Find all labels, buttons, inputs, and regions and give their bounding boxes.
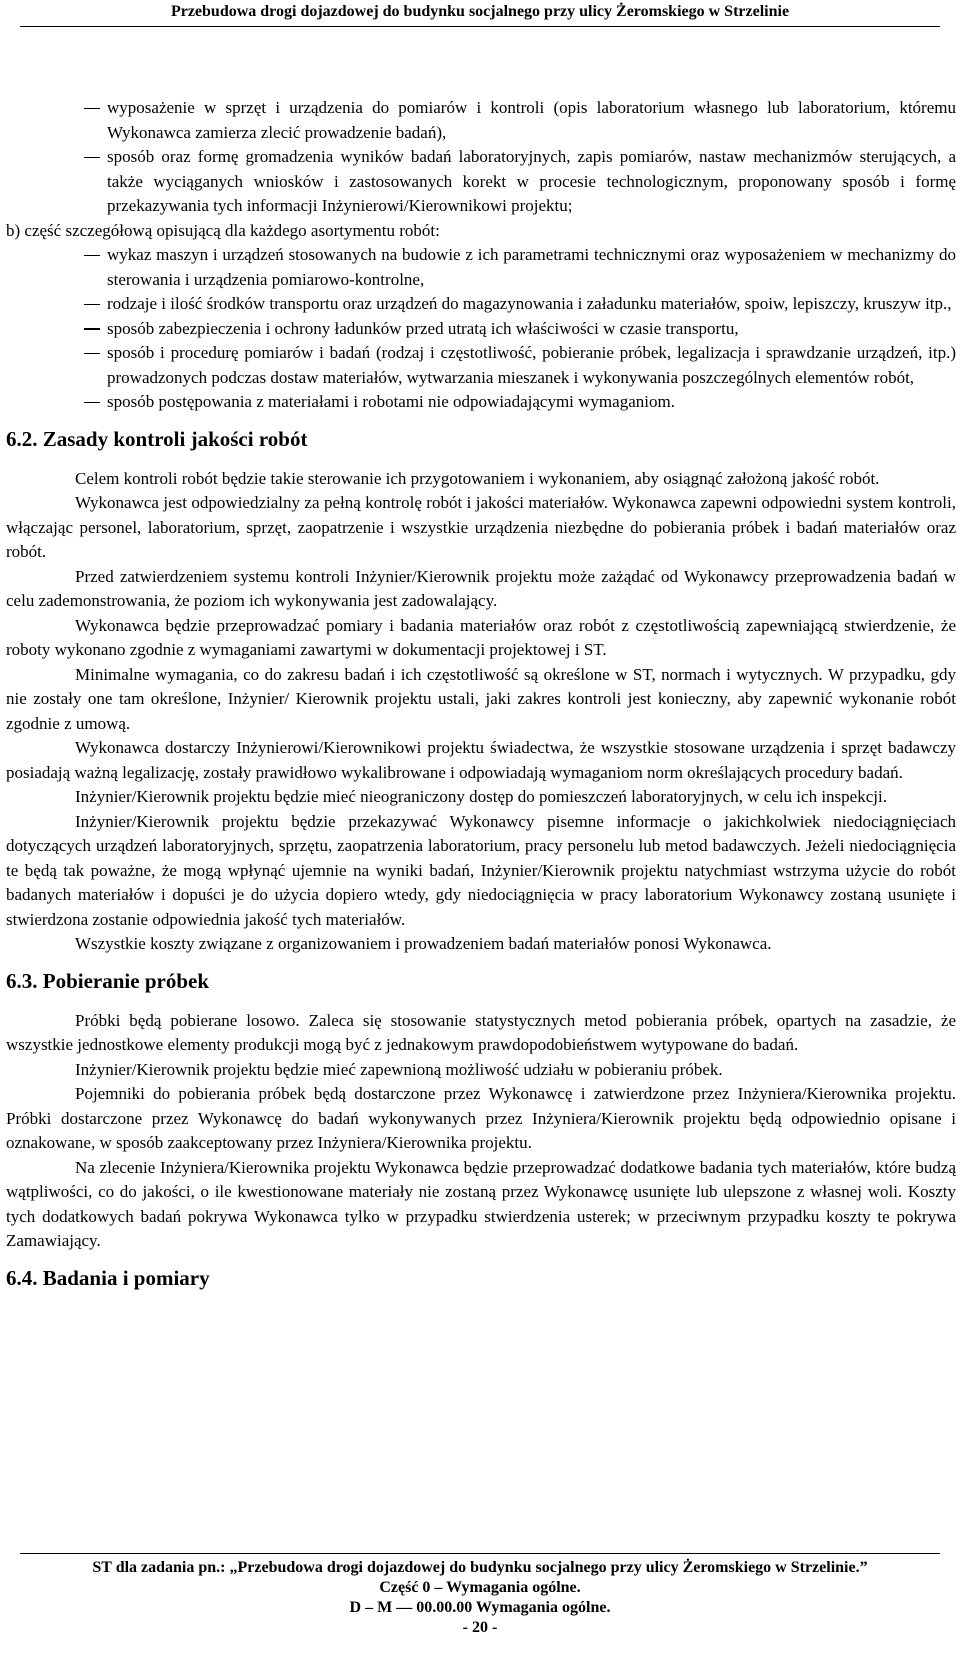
list-item: wykaz maszyn i urządzeń stosowanych na budowie z ich parametrami technicznymi oraz wyposażeniem w mechanizmy do sterowania i urządzenia pomiarowo-kontrolne, [6, 243, 956, 292]
list-item: sposób i procedurę pomiarów i badań (rodzaj i częstotliwość, pobieranie próbek, legalizacja i sprawdzanie urządzeń, itp.) prowadzonych podczas dostaw materiałów, wytwarzania mieszanek i wykonywania poszczególnych elementów robót, [6, 341, 956, 390]
paragraph: Na zlecenie Inżyniera/Kierownika projektu Wykonawca będzie przeprowadzać dodatkowe badania tych materiałów, które budzą wątpliwości, co do jakości, o ile kwestionowane materiały nie zostaną przez Wykonawcę usunięte lub ulepszone z własnej woli. Koszty tych dodatkowych badań pokrywa Wykonawca tylko w przypadku stwierdzenia usterek; w przeciwnym przypadku koszty te pokrywa Zamawiający. [6, 1157, 956, 1250]
list-item: sposób oraz formę gromadzenia wyników badań laboratoryjnych, zapis pomiarów, nastaw mechanizmów sterujących, a także wyciąganych wniosków i zastosowanych korekt w procesie technologicznym, proponowany sposób i formę przekazywania tych informacji Inżynierowi/Kierownikowi projektu; [6, 145, 956, 219]
page-content [6, 96, 960, 1306]
header-title: Przebudowa drogi dojazdowej do budynku socjalnego przy ulicy Żeromskiego w Strzelinie [170, 3, 790, 20]
list-item: sposób zabezpieczenia i ochrony ładunków przed utratą ich właściwości w czasie transportu, [6, 317, 956, 342]
page-number: - 20 - [462, 1619, 498, 1636]
paragraph: Wykonawca jest odpowiedzialny za pełną kontrolę robót i jakości materiałów. Wykonawca zapewni odpowiedni system kontroli, włączając personel, laboratorium, sprzęt, zaopatrzenie i wszystkie urządzenia niezbędne do pobierania próbek i badań materiałów oraz robót. [6, 493, 956, 561]
list-item: rodzaje i ilość środków transportu oraz urządzeń do magazynowania i załadunku materiałów, spoiw, lepiszczy, kruszyw itp., [6, 292, 956, 317]
footer-line: Część 0 – Wymagania ogólne. [379, 1579, 581, 1596]
paragraph: Inżynier/Kierownik projektu będzie mieć zapewnioną możliwość udziału w pobieraniu próbek. [75, 1059, 723, 1079]
page-header [20, 0, 940, 27]
paragraph: Wszystkie koszty związane z organizowaniem i prowadzeniem badań materiałów ponosi Wykonawca. [75, 934, 772, 953]
paragraph: Celem kontroli robót będzie takie sterowanie ich przygotowaniem i wykonaniem, aby osiągnąć założoną jakość robót. [75, 468, 880, 488]
paragraph: Inżynier/Kierownik projektu będzie przekazywać Wykonawcy pisemne informacje o jakichkolwiek niedociągnięciach dotyczących urządzeń laboratoryjnych, sprzętu, zaopatrzenia laboratorium, pracy personelu lub metod badawczych. Jeżeli niedociągnięcia te będą tak poważne, że mogą wpłynąć ujemnie na wyniki badań, Inżynier/Kierownik projektu natychmiast wstrzyma użycie do robót badanych materiałów i dopuści je do użycia dopiero wtedy, gdy niedociągnięcia w pracy laboratorium Wykonawcy zostaną usunięte i stwierdzona zostanie odpowiednia jakość tych materiałów. [6, 811, 956, 929]
paragraph: Pojemniki do pobierania próbek będą dostarczone przez Wykonawcę i zatwierdzone przez Inżyniera/Kierownika projektu. Próbki dostarczone przez Wykonawcę do badań wykonywanych przez Inżyniera/Kierownik projektu będą odpowiednio opisane i oznakowane, w sposób zaakceptowany przez Inżyniera/Kierownika projektu. [6, 1084, 956, 1152]
paragraph: Wykonawca dostarczy Inżynierowi/Kierownikowi projektu świadectwa, że wszystkie stosowane urządzenia i sprzęt badawczy posiadają ważną legalizację, zostały prawidłowo wykalibrowane i odpowiadają wymaganiom norm określających procedury badań. [6, 738, 956, 782]
paragraph: Próbki będą pobierane losowo. Zaleca się stosowanie statystycznych metod pobierania próbek, opartych na zasadzie, że wszystkie jednostkowe elementy produkcji mogą być z jednakowym prawdopodobieństwem wytypowane do badań. [6, 1010, 956, 1054]
section-heading-6-4: 6.4. Badania i pomiary [6, 1265, 210, 1290]
paragraph: Minimalne wymagania, co do zakresu badań i ich częstotliwość są określone w ST, normach i wytycznych. W przypadku, gdy nie zostały one tam określone, Inżynier/ Kierownik projektu ustali, jaki zakres kontroli jest konieczny, aby zapewnić wykonanie robót zgodnie z umową. [6, 664, 956, 733]
list-item: wyposażenie w sprzęt i urządzenia do pomiarów i kontroli (opis laboratorium własnego lub laboratorium, któremu Wykonawca zamierza zlecić prowadzenie badań), [6, 96, 956, 145]
paragraph: Inżynier/Kierownik projektu będzie mieć nieograniczony dostęp do pomieszczeń laboratoryjnych, w celu ich inspekcji. [75, 787, 887, 806]
list-item: sposób postępowania z materiałami i robotami nie odpowiadającymi wymaganiom. [6, 390, 956, 415]
footer-line: D – M — 00.00.00 Wymagania ogólne. [349, 1599, 611, 1616]
subsection-b-label: b) część szczegółową opisującą dla każdego asortymentu robót: [6, 220, 440, 240]
section-heading-6-3: 6.3. Pobieranie próbek [6, 968, 209, 993]
section-heading-6-2: 6.2. Zasady kontroli jakości robót [6, 426, 308, 451]
footer-line: ST dla zadania pn.: „Przebudowa drogi dojazdowej do budynku socjalnego przy ulicy Żeromskiego w Strzelinie.” [92, 1559, 868, 1576]
paragraph: Przed zatwierdzeniem systemu kontroli Inżynier/Kierownik projektu może zażądać od Wykonawcy przeprowadzenia badań w celu zademonstrowania, że poziom ich wykonywania jest zadowalający. [6, 566, 956, 610]
page-footer [20, 1553, 940, 1638]
paragraph: Wykonawca będzie przeprowadzać pomiary i badania materiałów oraz robót z częstotliwością zapewniającą stwierdzenie, że roboty wykonano zgodnie z wymaganiami zawartymi w dokumentacji projektowej i ST. [6, 615, 956, 659]
